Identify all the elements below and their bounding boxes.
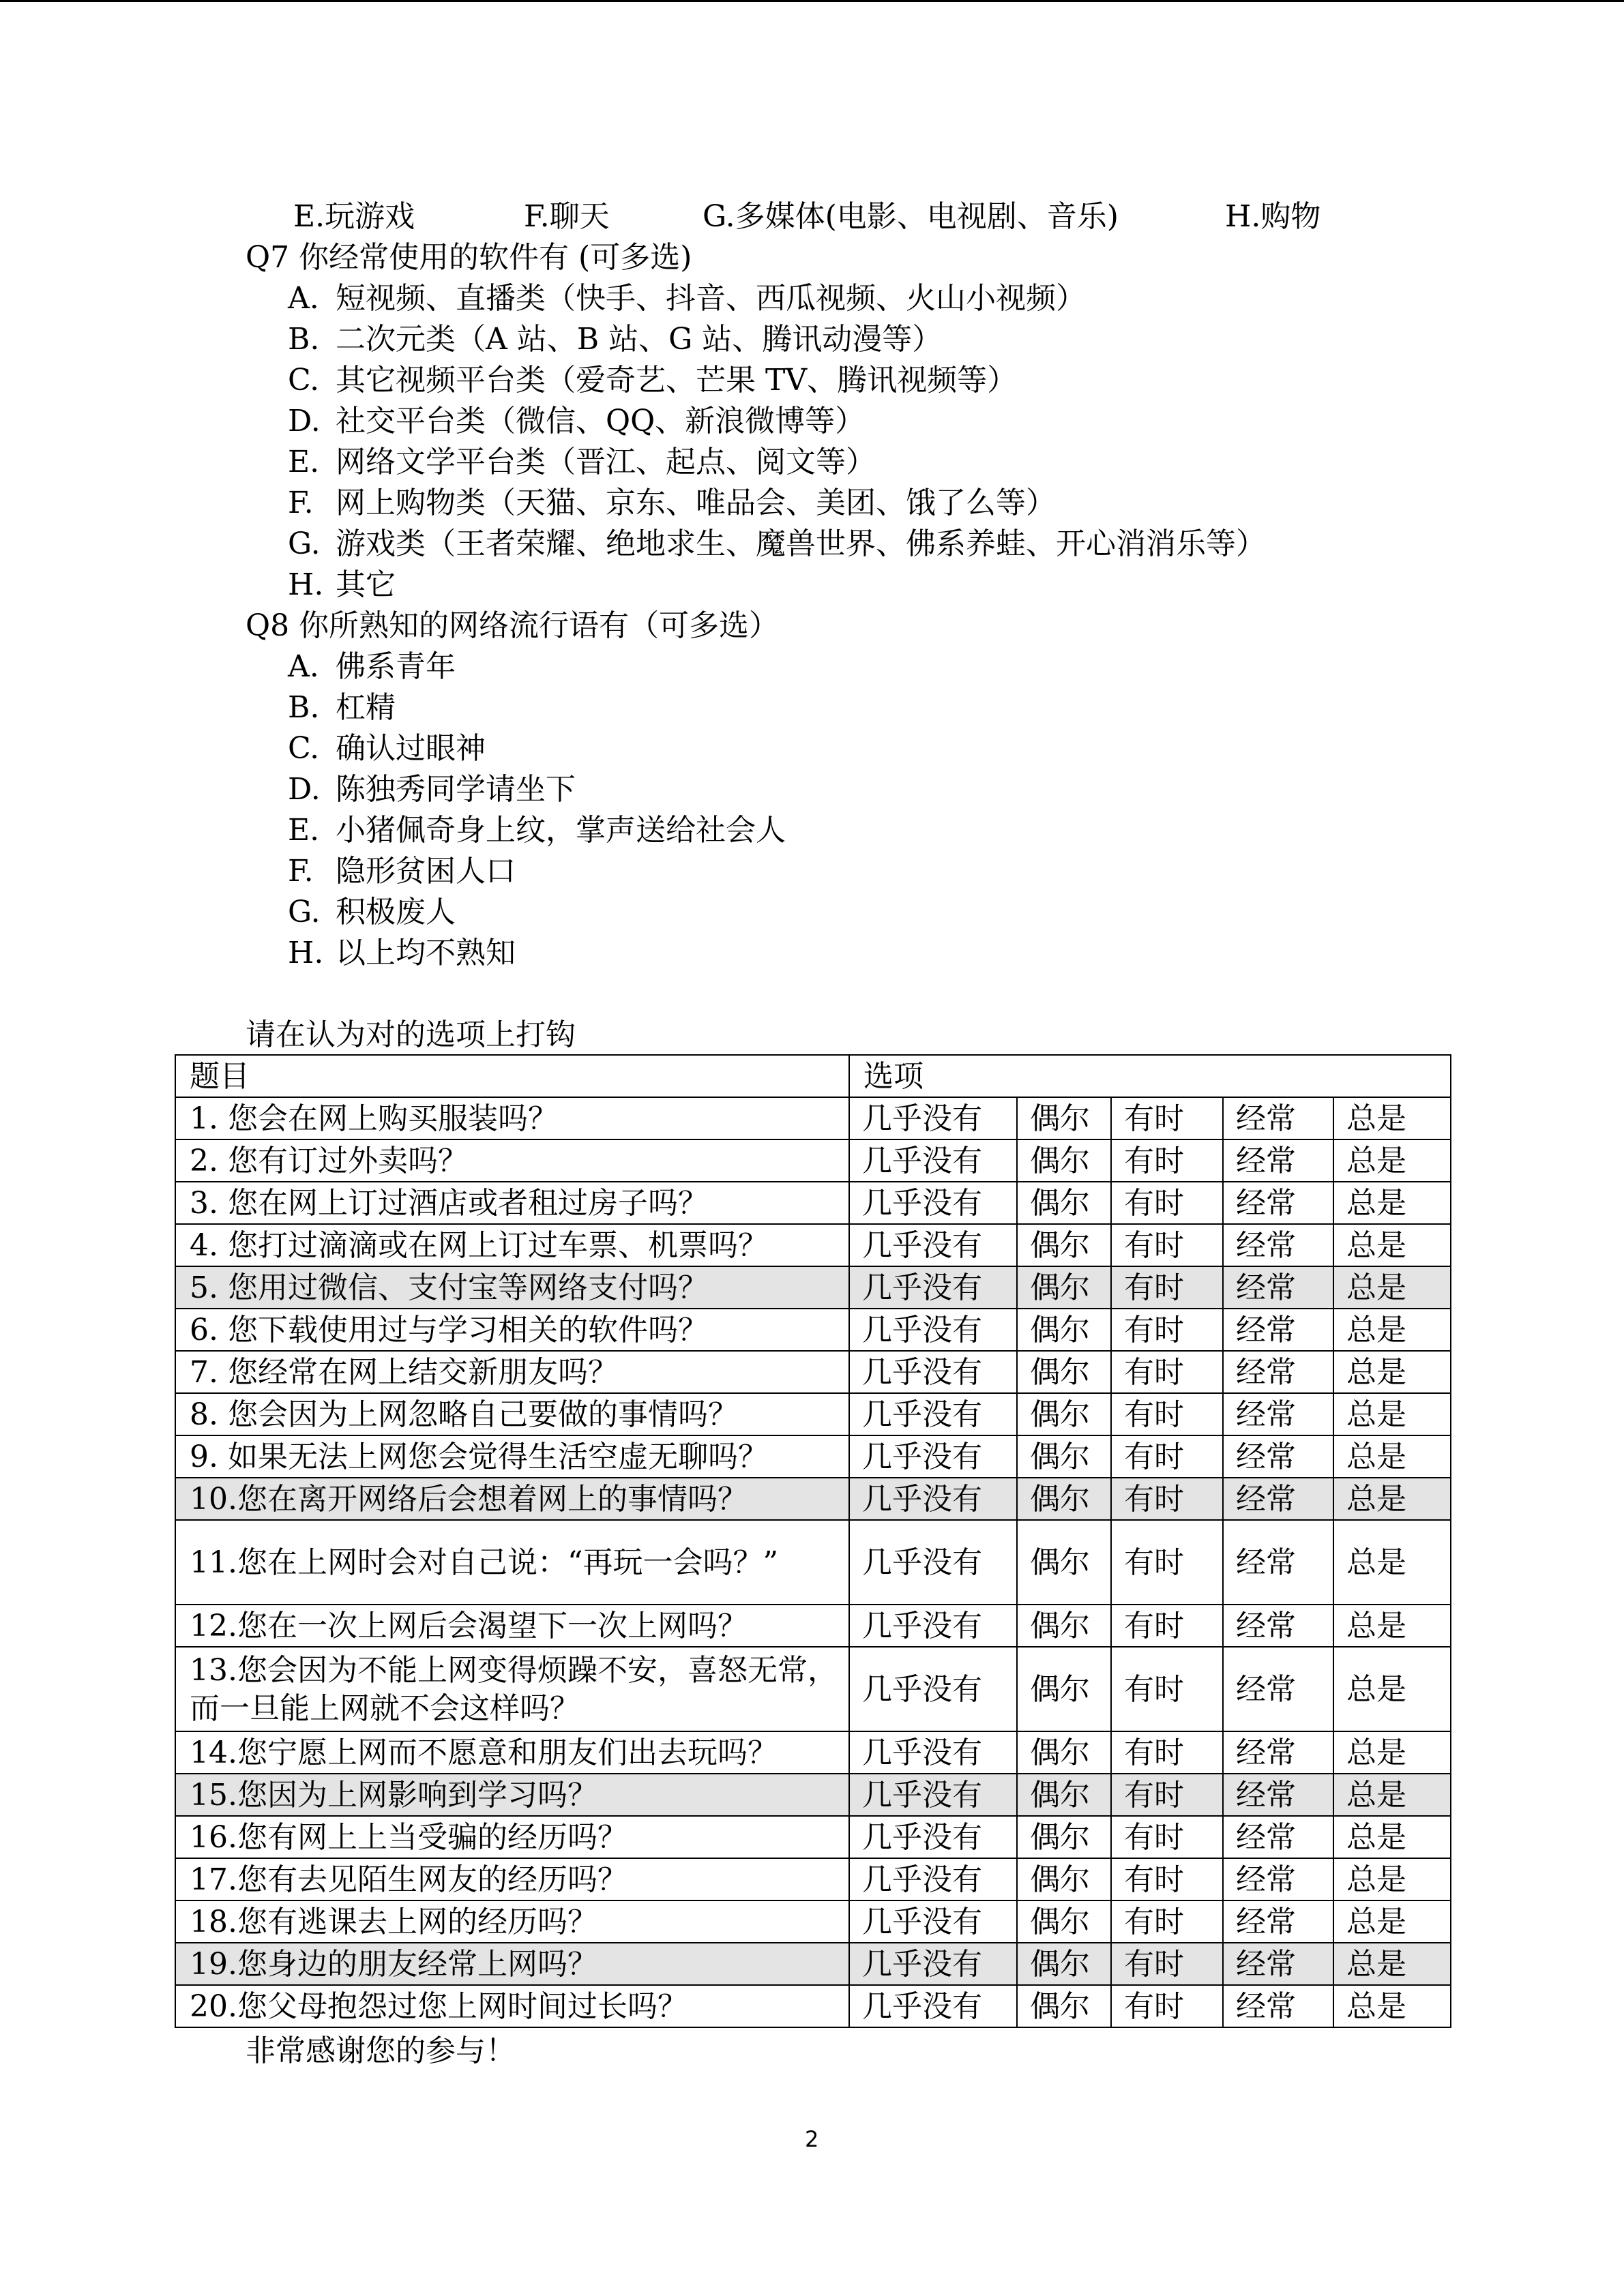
q8-title: Q8 你所熟知的网络流行语有（可多选） (246, 608, 780, 643)
table-row (175, 1224, 1451, 1266)
option-letter: A. (288, 649, 319, 684)
q7-option-3[interactable] (288, 401, 865, 442)
question-cell: 9. 如果无法上网您会觉得生活空虚无聊吗？ (175, 1435, 849, 1478)
choice-cell[interactable]: 偶尔 (1017, 1266, 1111, 1309)
choice-cell[interactable]: 几乎没有 (849, 1266, 1017, 1309)
choice-cell[interactable]: 总是 (1333, 1478, 1451, 1520)
option-text: 陈独秀同学请坐下 (336, 772, 576, 807)
choice-cell[interactable]: 有时 (1111, 1985, 1223, 2027)
table-header-row (175, 1055, 1451, 1097)
choice-cell[interactable]: 经常 (1223, 1858, 1333, 1900)
question-cell: 10.您在离开网络后会想着网上的事情吗？ (175, 1478, 849, 1520)
choice-cell[interactable]: 经常 (1223, 1139, 1333, 1182)
choice-cell[interactable]: 偶尔 (1017, 1774, 1111, 1816)
choice-cell[interactable]: 经常 (1223, 1351, 1333, 1393)
q8-option-2[interactable] (288, 728, 486, 769)
q6-option-h[interactable]: H.购物 (1225, 199, 1321, 234)
choice-cell[interactable]: 偶尔 (1017, 1182, 1111, 1224)
choice-cell[interactable]: 经常 (1223, 1097, 1333, 1139)
option-text: 其它视频平台类（爱奇艺、芒果 TV、腾讯视频等） (336, 363, 1018, 398)
choice-cell[interactable]: 偶尔 (1017, 1435, 1111, 1478)
choice-cell[interactable]: 偶尔 (1017, 1520, 1111, 1605)
choice-cell[interactable]: 几乎没有 (849, 1224, 1017, 1266)
choice-cell[interactable]: 经常 (1223, 1985, 1333, 2027)
choice-cell[interactable]: 经常 (1223, 1900, 1333, 1943)
option-letter: F. (288, 486, 314, 520)
table-row (175, 1435, 1451, 1478)
q7-option-7[interactable] (288, 565, 396, 606)
choice-cell[interactable]: 总是 (1333, 1266, 1451, 1309)
choice-cell[interactable]: 有时 (1111, 1309, 1223, 1351)
q6-option-f[interactable]: F.聊天 (524, 199, 610, 234)
choice-cell[interactable]: 几乎没有 (849, 1858, 1017, 1900)
option-letter: C. (288, 731, 320, 766)
choice-cell[interactable]: 有时 (1111, 1266, 1223, 1309)
table-row (175, 1816, 1451, 1858)
choice-cell[interactable]: 总是 (1333, 1731, 1451, 1774)
q8-option-3[interactable] (288, 769, 576, 810)
option-text: 隐形贫困人口 (336, 854, 516, 889)
header-question: 题目 (175, 1055, 849, 1097)
thanks-text: 非常感谢您的参与！ (246, 2033, 516, 2068)
choice-cell[interactable]: 有时 (1111, 1816, 1223, 1858)
question-cell: 7. 您经常在网上结交新朋友吗？ (175, 1351, 849, 1393)
choice-cell[interactable]: 经常 (1223, 1774, 1333, 1816)
option-text: 社交平台类（微信、QQ、新浪微博等） (336, 404, 866, 438)
table-row (175, 1731, 1451, 1774)
choice-cell[interactable]: 经常 (1223, 1224, 1333, 1266)
choice-cell[interactable]: 经常 (1223, 1520, 1333, 1605)
choice-cell[interactable]: 偶尔 (1017, 1309, 1111, 1351)
question-cell: 6. 您下载使用过与学习相关的软件吗？ (175, 1309, 849, 1351)
choice-cell[interactable]: 经常 (1223, 1816, 1333, 1858)
q8-option-4[interactable] (288, 810, 786, 851)
table-row (175, 1097, 1451, 1139)
table-row (175, 1858, 1451, 1900)
q6-option-e[interactable]: E.玩游戏 (293, 199, 415, 234)
choice-cell[interactable]: 偶尔 (1017, 1858, 1111, 1900)
choice-cell[interactable]: 几乎没有 (849, 1435, 1017, 1478)
choice-cell[interactable]: 几乎没有 (849, 1731, 1017, 1774)
choice-cell[interactable]: 总是 (1333, 1182, 1451, 1224)
choice-cell[interactable]: 总是 (1333, 1224, 1451, 1266)
q7-option-5[interactable] (288, 483, 1056, 524)
choice-cell[interactable]: 有时 (1111, 1139, 1223, 1182)
question-cell: 12.您在一次上网后会渴望下一次上网吗？ (175, 1605, 849, 1647)
choice-cell[interactable]: 经常 (1223, 1731, 1333, 1774)
choice-cell[interactable]: 总是 (1333, 1647, 1451, 1731)
choice-cell[interactable]: 总是 (1333, 1816, 1451, 1858)
question-cell: 20.您父母抱怨过您上网时间过长吗？ (175, 1985, 849, 2027)
q7-option-1[interactable] (288, 319, 942, 360)
choice-cell[interactable]: 总是 (1333, 1900, 1451, 1943)
choice-cell[interactable]: 几乎没有 (849, 1182, 1017, 1224)
choice-cell[interactable]: 有时 (1111, 1731, 1223, 1774)
option-letter: B. (288, 322, 320, 357)
option-text: 确认过眼神 (336, 731, 486, 766)
choice-cell[interactable]: 偶尔 (1017, 1900, 1111, 1943)
option-text: 小猪佩奇身上纹，掌声送给社会人 (336, 813, 786, 848)
choice-cell[interactable]: 有时 (1111, 1351, 1223, 1393)
table-row (175, 1943, 1451, 1985)
choice-cell[interactable]: 总是 (1333, 1774, 1451, 1816)
option-text: 短视频、直播类（快手、抖音、西瓜视频、火山小视频） (336, 281, 1086, 316)
page-top-border (0, 0, 1624, 2)
q8-option-7[interactable] (288, 933, 516, 974)
option-text: 网络文学平台类（晋江、起点、阅文等） (336, 445, 876, 479)
question-cell: 16.您有网上上当受骗的经历吗？ (175, 1816, 849, 1858)
table-row (175, 1985, 1451, 2027)
choice-cell[interactable]: 几乎没有 (849, 1816, 1017, 1858)
option-text: 杠精 (336, 690, 396, 725)
table-row (175, 1520, 1451, 1605)
choice-cell[interactable]: 偶尔 (1017, 1816, 1111, 1858)
choice-cell[interactable]: 几乎没有 (849, 1478, 1017, 1520)
question-cell: 17.您有去见陌生网友的经历吗？ (175, 1858, 849, 1900)
option-letter: C. (288, 363, 320, 398)
choice-cell[interactable]: 几乎没有 (849, 1520, 1017, 1605)
choice-cell[interactable]: 总是 (1333, 1435, 1451, 1478)
choice-cell[interactable]: 有时 (1111, 1182, 1223, 1224)
q7-title: Q7 你经常使用的软件有 (可多选) (246, 240, 692, 275)
question-cell: 5. 您用过微信、支付宝等网络支付吗？ (175, 1266, 849, 1309)
option-letter: G. (288, 895, 321, 929)
choice-cell[interactable]: 几乎没有 (849, 1351, 1017, 1393)
option-letter: H. (288, 936, 324, 970)
option-letter: F. (288, 854, 314, 889)
table-row (175, 1309, 1451, 1351)
choice-cell[interactable]: 偶尔 (1017, 1731, 1111, 1774)
option-letter: G. (288, 526, 321, 561)
choice-cell[interactable]: 经常 (1223, 1478, 1333, 1520)
q7-option-6[interactable] (288, 524, 1266, 565)
choice-cell[interactable]: 总是 (1333, 1605, 1451, 1647)
q6-option-g[interactable]: G.多媒体(电影、电视剧、音乐) (703, 199, 1119, 234)
header-options: 选项 (849, 1055, 1451, 1097)
question-cell: 4. 您打过滴滴或在网上订过车票、机票吗？ (175, 1224, 849, 1266)
choice-cell[interactable]: 几乎没有 (849, 1943, 1017, 1985)
option-text: 二次元类（A 站、B 站、G 站、腾讯动漫等） (336, 322, 943, 357)
table-row (175, 1266, 1451, 1309)
choice-cell[interactable]: 偶尔 (1017, 1224, 1111, 1266)
choice-cell[interactable]: 有时 (1111, 1943, 1223, 1985)
option-letter: H. (288, 567, 324, 602)
choice-cell[interactable]: 经常 (1223, 1605, 1333, 1647)
question-cell: 14.您宁愿上网而不愿意和朋友们出去玩吗？ (175, 1731, 849, 1774)
question-cell: 11.您在上网时会对自己说：“再玩一会吗？” (175, 1520, 849, 1605)
choice-cell[interactable]: 总是 (1333, 1393, 1451, 1435)
choice-cell[interactable]: 总是 (1333, 1858, 1451, 1900)
choice-cell[interactable]: 总是 (1333, 1520, 1451, 1605)
choice-cell[interactable]: 偶尔 (1017, 1943, 1111, 1985)
choice-cell[interactable]: 偶尔 (1017, 1097, 1111, 1139)
choice-cell[interactable]: 总是 (1333, 1985, 1451, 2027)
choice-cell[interactable]: 总是 (1333, 1139, 1451, 1182)
question-cell: 3. 您在网上订过酒店或者租过房子吗？ (175, 1182, 849, 1224)
choice-cell[interactable]: 经常 (1223, 1435, 1333, 1478)
choice-cell[interactable]: 经常 (1223, 1182, 1333, 1224)
table-row (175, 1351, 1451, 1393)
q8-option-0[interactable] (288, 646, 456, 687)
question-cell: 13.您会因为不能上网变得烦躁不安，喜怒无常，而一旦能上网就不会这样吗？ (175, 1647, 849, 1731)
choice-cell[interactable]: 有时 (1111, 1647, 1223, 1731)
table-row (175, 1478, 1451, 1520)
choice-cell[interactable]: 有时 (1111, 1478, 1223, 1520)
option-letter: D. (288, 772, 321, 807)
choice-cell[interactable]: 偶尔 (1017, 1647, 1111, 1731)
choice-cell[interactable]: 经常 (1223, 1393, 1333, 1435)
choice-cell[interactable]: 几乎没有 (849, 1900, 1017, 1943)
table-row (175, 1647, 1451, 1731)
q8-option-1[interactable] (288, 687, 396, 728)
option-text: 积极废人 (336, 895, 456, 929)
choice-cell[interactable]: 几乎没有 (849, 1393, 1017, 1435)
option-text: 以上均不熟知 (336, 936, 516, 970)
table-row (175, 1139, 1451, 1182)
choice-cell[interactable]: 几乎没有 (849, 1985, 1017, 2027)
choice-cell[interactable]: 偶尔 (1017, 1393, 1111, 1435)
table-row (175, 1900, 1451, 1943)
option-text: 游戏类（王者荣耀、绝地求生、魔兽世界、佛系养蛙、开心消消乐等） (336, 526, 1266, 561)
choice-cell[interactable]: 几乎没有 (849, 1139, 1017, 1182)
choice-cell[interactable]: 有时 (1111, 1900, 1223, 1943)
choice-cell[interactable]: 有时 (1111, 1097, 1223, 1139)
table-row (175, 1393, 1451, 1435)
question-cell: 18.您有逃课去上网的经历吗？ (175, 1900, 849, 1943)
table-row (175, 1774, 1451, 1816)
option-letter: A. (288, 281, 319, 316)
choice-cell[interactable]: 经常 (1223, 1647, 1333, 1731)
choice-cell[interactable]: 总是 (1333, 1097, 1451, 1139)
choice-cell[interactable]: 总是 (1333, 1309, 1451, 1351)
option-letter: D. (288, 404, 321, 438)
option-text: 佛系青年 (336, 649, 456, 684)
option-letter: E. (288, 813, 320, 848)
q7-option-4[interactable] (288, 442, 876, 483)
question-cell: 1. 您会在网上购买服装吗？ (175, 1097, 849, 1139)
table-row (175, 1605, 1451, 1647)
page-number: 2 (805, 2126, 819, 2152)
choice-cell[interactable]: 几乎没有 (849, 1774, 1017, 1816)
choice-cell[interactable]: 有时 (1111, 1435, 1223, 1478)
question-cell: 15.您因为上网影响到学习吗？ (175, 1774, 849, 1816)
choice-cell[interactable]: 几乎没有 (849, 1647, 1017, 1731)
option-letter: B. (288, 690, 320, 725)
option-text: 网上购物类（天猫、京东、唯品会、美团、饿了么等） (336, 486, 1056, 520)
choice-cell[interactable]: 偶尔 (1017, 1478, 1111, 1520)
table-instruction: 请在认为对的选项上打钩 (246, 1017, 576, 1052)
choice-cell[interactable]: 总是 (1333, 1943, 1451, 1985)
choice-cell[interactable]: 有时 (1111, 1858, 1223, 1900)
choice-cell[interactable]: 偶尔 (1017, 1605, 1111, 1647)
choice-cell[interactable]: 有时 (1111, 1774, 1223, 1816)
survey-table (175, 1054, 1451, 2028)
question-cell: 19.您身边的朋友经常上网吗？ (175, 1943, 849, 1985)
q8-option-6[interactable] (288, 892, 456, 933)
q7-option-0[interactable] (288, 278, 1086, 319)
choice-cell[interactable]: 偶尔 (1017, 1985, 1111, 2027)
choice-cell[interactable]: 几乎没有 (849, 1605, 1017, 1647)
choice-cell[interactable]: 有时 (1111, 1224, 1223, 1266)
choice-cell[interactable]: 有时 (1111, 1605, 1223, 1647)
choice-cell[interactable]: 经常 (1223, 1266, 1333, 1309)
option-text: 其它 (336, 567, 396, 602)
choice-cell[interactable]: 几乎没有 (849, 1309, 1017, 1351)
choice-cell[interactable]: 几乎没有 (849, 1097, 1017, 1139)
question-cell: 8. 您会因为上网忽略自己要做的事情吗？ (175, 1393, 849, 1435)
option-letter: E. (288, 445, 320, 479)
table-row (175, 1182, 1451, 1224)
q7-option-2[interactable] (288, 360, 1017, 401)
choice-cell[interactable]: 经常 (1223, 1309, 1333, 1351)
q8-option-5[interactable] (288, 851, 516, 892)
choice-cell[interactable]: 有时 (1111, 1393, 1223, 1435)
choice-cell[interactable]: 偶尔 (1017, 1139, 1111, 1182)
choice-cell[interactable]: 总是 (1333, 1351, 1451, 1393)
question-cell: 2. 您有订过外卖吗？ (175, 1139, 849, 1182)
choice-cell[interactable]: 经常 (1223, 1943, 1333, 1985)
choice-cell[interactable]: 有时 (1111, 1520, 1223, 1605)
choice-cell[interactable]: 偶尔 (1017, 1351, 1111, 1393)
